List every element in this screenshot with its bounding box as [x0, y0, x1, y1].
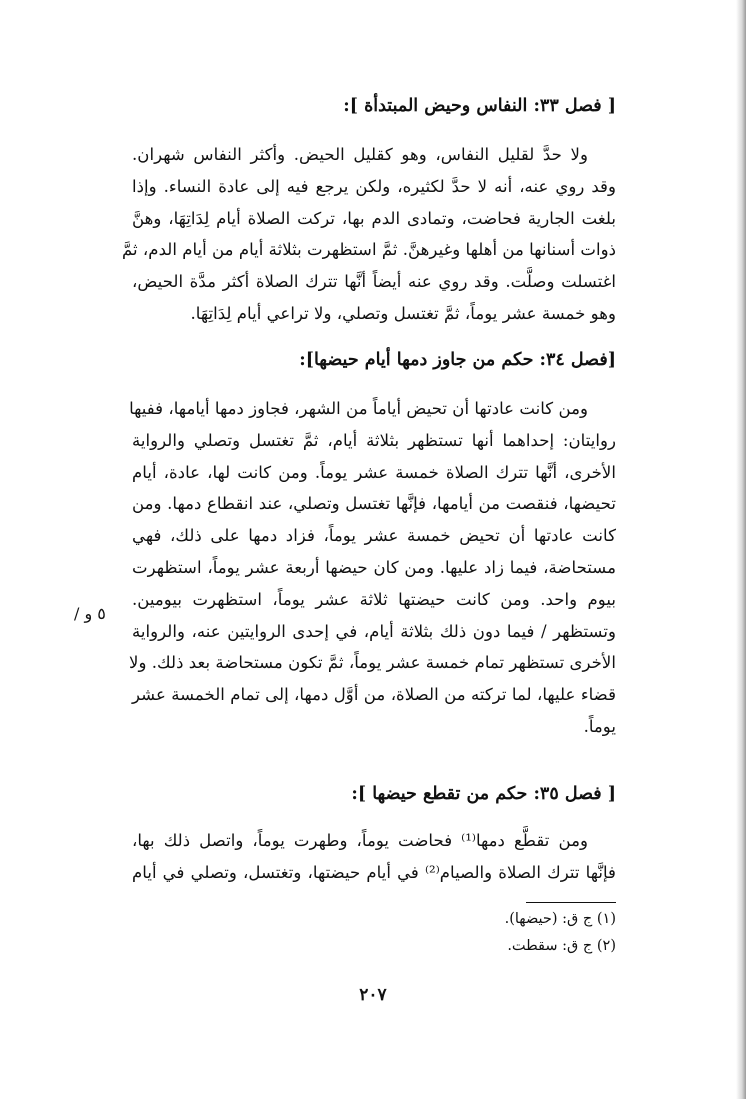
text-line: قضاء عليها، لما تركته من الصلاة، من أوَّل دمها، إلى تمام الخمسة عشر: [132, 685, 616, 705]
text-line: بلغت الجارية فحاضت، وتمادى الدم بها، تركت الصلاة أيام لِدَاتِهَا، وهنَّ: [132, 208, 616, 228]
text-line: روايتان: إحداهما أنها تستظهر بثلاثة أيام، ثمَّ تغتسل وتصلي والرواية: [132, 430, 616, 450]
section-heading-33: [ فصل ٣٣: النفاس وحيض المبتدأة ]:: [343, 96, 616, 116]
text-line: الأخرى تستظهر تمام خمسة عشر يوماً، ثمَّ تكون مستحاضة بعد ذلك. ولا: [129, 653, 616, 673]
text-line: يوماً.: [583, 716, 616, 736]
page-edge-shadow: [736, 0, 746, 1099]
text-line: تحيضها، فنقصت من أيامها، فإنَّها تغتسل وتصلي، عند انقطاع دمها. ومن: [132, 494, 616, 514]
text-line: ومن كانت عادتها أن تحيض أياماً من الشهر، فجاوز دمها أيامها، ففيها: [129, 399, 588, 418]
footnote-2: (٢) ج ق: سقطت.: [507, 938, 616, 954]
text-line: الأخرى، أنَّها تترك الصلاة خمسة عشر يوماً. ومن كانت لها، عادة، أيام: [132, 462, 616, 482]
text-line: بيوم واحد. ومن كانت حيضتها ثلاثة عشر يوماً، استظهرت بيومين.: [132, 589, 616, 609]
text-line: كانت عادتها أن تحيض خمسة عشر يوماً، فزاد دمها على ذلك، فهي: [132, 526, 616, 546]
section-heading-34: [فصل ٣٤: حكم من جاوز دمها أيام حيضها]:: [299, 350, 616, 370]
text-line: وهو خمسة عشر يوماً، ثمَّ تغتسل وتصلي، ولا تراعي أيام لِدَاتِهَا.: [190, 303, 616, 323]
text-line: ذوات أسنانها من أهلها وغيرهنَّ. ثمَّ استظهرت بثلاثة أيام من أيام الدم، ثمَّ: [122, 240, 616, 260]
footnote-separator: [526, 902, 616, 903]
text-line: مستحاضة، فيما زاد عليها. ومن كان حيضها أربعة عشر يوماً، استظهرت: [132, 557, 616, 577]
text-line: وتستظهر / فيما دون ذلك بثلاثة أيام، في إحدى الروايتين عنه، والرواية: [132, 621, 616, 641]
page-number: ٢٠٧: [359, 985, 387, 1005]
section-heading-35: [ فصل ٣٥: حكم من تقطع حيضها ]:: [351, 784, 616, 804]
text-line: ومن تقطَّع دمها⁽¹⁾ فحاضت يوماً، وطهرت يوماً، واتصل ذلك بها،: [132, 831, 588, 850]
manuscript-folio-marker: / ٥ و: [74, 604, 106, 623]
text-line: وقد روي عنه، أنه لا حدَّ لكثيره، ولكن يرجع فيه إلى عادة النساء. وإذا: [132, 176, 616, 196]
text-line: فإنَّها تترك الصلاة والصيام⁽²⁾ في أيام حيضتها، وتغتسل، وتصلي في أيام: [132, 862, 616, 882]
section-33-paragraph: [122, 139, 616, 330]
section-35-paragraph: [132, 825, 616, 889]
section-34-paragraph: [129, 393, 616, 743]
text-line: اغتسلت وصلَّت. وقد روي عنه أيضاً أنَّها تترك الصلاة أكثر مدَّة الحيض،: [132, 272, 616, 292]
text-line: ولا حدَّ لقليل النفاس، وهو كقليل الحيض. وأكثر النفاس شهران.: [132, 145, 588, 164]
footnote-1: (١) ج ق: (حيضها).: [504, 911, 616, 927]
